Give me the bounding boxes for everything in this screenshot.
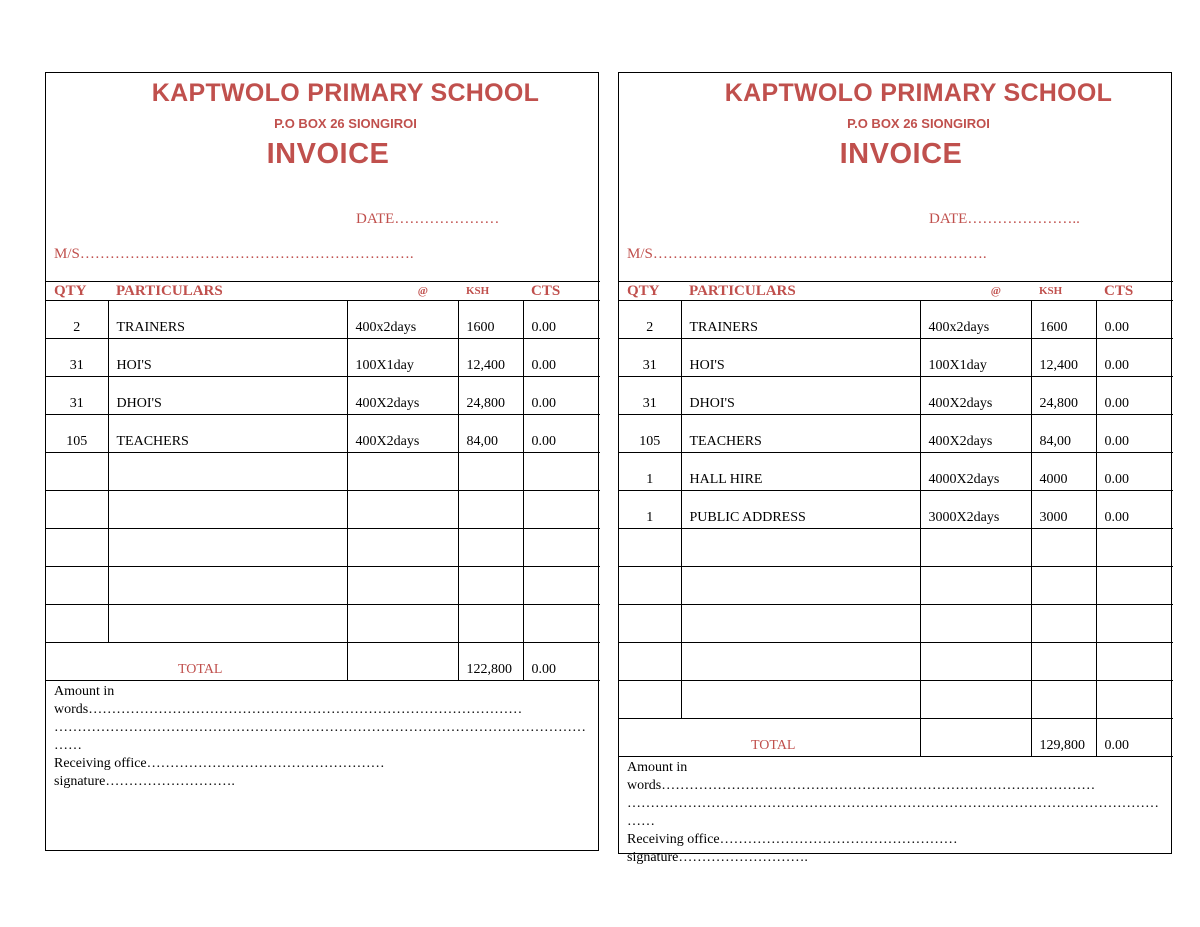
cell-cts [1096, 681, 1173, 719]
cell-cts [523, 491, 600, 529]
total-label: TOTAL [619, 719, 920, 757]
total-cts: 0.00 [1096, 719, 1173, 757]
total-ksh: 122,800 [458, 643, 523, 681]
cell-rate [347, 453, 458, 491]
cell-ksh [458, 605, 523, 643]
amount-words-line-2: …………………………………………………………………………………………………… [54, 720, 586, 735]
cell-rate: 400X2days [347, 415, 458, 453]
invoice-header [619, 73, 1171, 281]
amount-words-line: words………………………………………………………………………………… [627, 778, 1096, 793]
cell-particulars [681, 529, 920, 567]
table-row [46, 377, 600, 415]
cell-cts [523, 453, 600, 491]
cell-qty [619, 529, 681, 567]
cell-particulars [681, 681, 920, 719]
cell-cts [1096, 529, 1173, 567]
header-at: @ [347, 282, 458, 301]
table-row [619, 339, 1173, 377]
cell-rate [347, 529, 458, 567]
cell-qty [46, 529, 108, 567]
cell-qty [46, 453, 108, 491]
table-row [619, 301, 1173, 339]
cell-ksh: 24,800 [458, 377, 523, 415]
invoice-footer [619, 757, 1171, 867]
cell-cts [523, 529, 600, 567]
cell-rate: 400X2days [347, 377, 458, 415]
cell-particulars: TEACHERS [681, 415, 920, 453]
cell-cts [523, 605, 600, 643]
invoice-footer [46, 681, 598, 791]
invoice-left [45, 72, 599, 851]
cell-cts: 0.00 [523, 377, 600, 415]
item-rows [46, 301, 600, 643]
cell-qty [46, 605, 108, 643]
cell-ksh [1031, 529, 1096, 567]
cell-cts [1096, 605, 1173, 643]
cell-cts: 0.00 [523, 415, 600, 453]
cell-qty: 2 [619, 301, 681, 339]
cell-cts: 0.00 [523, 339, 600, 377]
cell-particulars [108, 605, 347, 643]
table-row [619, 567, 1173, 605]
invoice-header [46, 73, 598, 281]
cell-cts: 0.00 [523, 301, 600, 339]
amount-words-line-2: …………………………………………………………………………………………………… [627, 796, 1159, 811]
table-row [619, 415, 1173, 453]
table-row [46, 301, 600, 339]
cell-cts: 0.00 [1096, 301, 1173, 339]
customer-field: M/S…………………………………………………………. [54, 246, 414, 262]
cell-cts: 0.00 [1096, 415, 1173, 453]
invoice-right [618, 72, 1172, 865]
receiving-office-line: Receiving office…………………………………………… [54, 756, 385, 771]
cell-qty: 31 [619, 377, 681, 415]
cell-particulars: TRAINERS [108, 301, 347, 339]
cell-cts: 0.00 [1096, 339, 1173, 377]
cell-rate: 100X1day [347, 339, 458, 377]
cell-ksh: 1600 [458, 301, 523, 339]
table-row [46, 491, 600, 529]
cell-ksh: 4000 [1031, 453, 1096, 491]
table-row [619, 491, 1173, 529]
table-header [619, 282, 1173, 301]
cell-particulars [108, 453, 347, 491]
items-table [619, 281, 1173, 757]
table-row [619, 377, 1173, 415]
school-name: KAPTWOLO PRIMARY SCHOOL [724, 79, 1113, 107]
cell-particulars [681, 605, 920, 643]
cell-qty: 31 [46, 377, 108, 415]
cell-particulars: HALL HIRE [681, 453, 920, 491]
cell-rate: 400X2days [920, 415, 1031, 453]
table-row [619, 605, 1173, 643]
header-qty: QTY [46, 282, 108, 301]
amount-words-label: Amount in [54, 684, 115, 699]
total-ksh: 129,800 [1031, 719, 1096, 757]
header-cts: CTS [523, 282, 600, 301]
cell-rate [920, 567, 1031, 605]
header-qty: QTY [619, 282, 681, 301]
items-table [46, 281, 600, 681]
cell-rate [347, 567, 458, 605]
cell-ksh: 3000 [1031, 491, 1096, 529]
header-particulars: PARTICULARS [108, 282, 347, 301]
cell-cts: 0.00 [1096, 377, 1173, 415]
cell-cts [523, 567, 600, 605]
table-header [46, 282, 600, 301]
table-row [46, 529, 600, 567]
cell-qty: 31 [46, 339, 108, 377]
cell-qty: 1 [619, 453, 681, 491]
cell-particulars: DHOI'S [681, 377, 920, 415]
cell-ksh: 1600 [1031, 301, 1096, 339]
cell-cts [1096, 567, 1173, 605]
total-row [46, 643, 600, 681]
signature-line: signature………………………. [627, 850, 808, 865]
table-row [46, 339, 600, 377]
cell-particulars: TEACHERS [108, 415, 347, 453]
amount-words-line-3: …… [54, 738, 82, 753]
cell-rate: 400X2days [920, 377, 1031, 415]
table-row [619, 643, 1173, 681]
cell-cts: 0.00 [1096, 453, 1173, 491]
cell-rate [920, 529, 1031, 567]
table-row [46, 567, 600, 605]
total-label: TOTAL [46, 643, 347, 681]
table-row [46, 605, 600, 643]
cell-rate: 100X1day [920, 339, 1031, 377]
header-cts: CTS [1096, 282, 1173, 301]
total-rate [920, 719, 1031, 757]
cell-ksh: 84,00 [458, 415, 523, 453]
cell-ksh [1031, 567, 1096, 605]
cell-ksh [458, 529, 523, 567]
invoice-title: INVOICE [266, 138, 390, 170]
cell-ksh [1031, 681, 1096, 719]
date-field: DATE………………… [356, 211, 500, 227]
total-rate [347, 643, 458, 681]
header-particulars: PARTICULARS [681, 282, 920, 301]
school-address: P.O BOX 26 SIONGIROI [274, 116, 417, 131]
table-row [46, 415, 600, 453]
item-rows [619, 301, 1173, 719]
receiving-office-line: Receiving office…………………………………………… [627, 832, 958, 847]
cell-ksh [458, 567, 523, 605]
cell-ksh: 12,400 [458, 339, 523, 377]
customer-field: M/S…………………………………………………………. [627, 246, 987, 262]
cell-particulars: PUBLIC ADDRESS [681, 491, 920, 529]
table-row [619, 529, 1173, 567]
cell-particulars [681, 567, 920, 605]
cell-qty: 105 [46, 415, 108, 453]
table-row [46, 453, 600, 491]
date-field: DATE………………….. [929, 211, 1080, 227]
cell-particulars [681, 643, 920, 681]
cell-ksh: 84,00 [1031, 415, 1096, 453]
table-row [619, 453, 1173, 491]
cell-qty: 2 [46, 301, 108, 339]
cell-particulars [108, 567, 347, 605]
signature-line: signature………………………. [54, 774, 235, 789]
cell-particulars: TRAINERS [681, 301, 920, 339]
school-name: KAPTWOLO PRIMARY SCHOOL [151, 79, 540, 107]
amount-words-line-3: …… [627, 814, 655, 829]
cell-particulars [108, 491, 347, 529]
cell-rate [920, 605, 1031, 643]
cell-cts [1096, 643, 1173, 681]
cell-qty: 105 [619, 415, 681, 453]
school-address: P.O BOX 26 SIONGIROI [847, 116, 990, 131]
cell-rate [920, 643, 1031, 681]
cell-qty [46, 491, 108, 529]
cell-qty: 1 [619, 491, 681, 529]
cell-rate: 400x2days [347, 301, 458, 339]
cell-ksh: 24,800 [1031, 377, 1096, 415]
cell-qty [619, 681, 681, 719]
cell-particulars: DHOI'S [108, 377, 347, 415]
amount-words-label: Amount in [627, 760, 688, 775]
cell-qty [619, 605, 681, 643]
invoice-title: INVOICE [839, 138, 963, 170]
cell-rate [920, 681, 1031, 719]
cell-rate [347, 491, 458, 529]
header-ksh: KSH [1031, 282, 1096, 301]
header-at: @ [920, 282, 1031, 301]
cell-cts: 0.00 [1096, 491, 1173, 529]
cell-ksh [1031, 605, 1096, 643]
cell-ksh: 12,400 [1031, 339, 1096, 377]
cell-rate [347, 605, 458, 643]
cell-rate: 3000X2days [920, 491, 1031, 529]
header-ksh: KSH [458, 282, 523, 301]
cell-particulars: HOI'S [108, 339, 347, 377]
cell-rate: 4000X2days [920, 453, 1031, 491]
cell-particulars [108, 529, 347, 567]
cell-qty [619, 567, 681, 605]
cell-rate: 400x2days [920, 301, 1031, 339]
cell-ksh [458, 453, 523, 491]
cell-qty [46, 567, 108, 605]
cell-qty: 31 [619, 339, 681, 377]
amount-words-line: words………………………………………………………………………………… [54, 702, 523, 717]
cell-ksh [1031, 643, 1096, 681]
total-cts: 0.00 [523, 643, 600, 681]
total-row [619, 719, 1173, 757]
cell-qty [619, 643, 681, 681]
cell-particulars: HOI'S [681, 339, 920, 377]
cell-ksh [458, 491, 523, 529]
table-row [619, 681, 1173, 719]
